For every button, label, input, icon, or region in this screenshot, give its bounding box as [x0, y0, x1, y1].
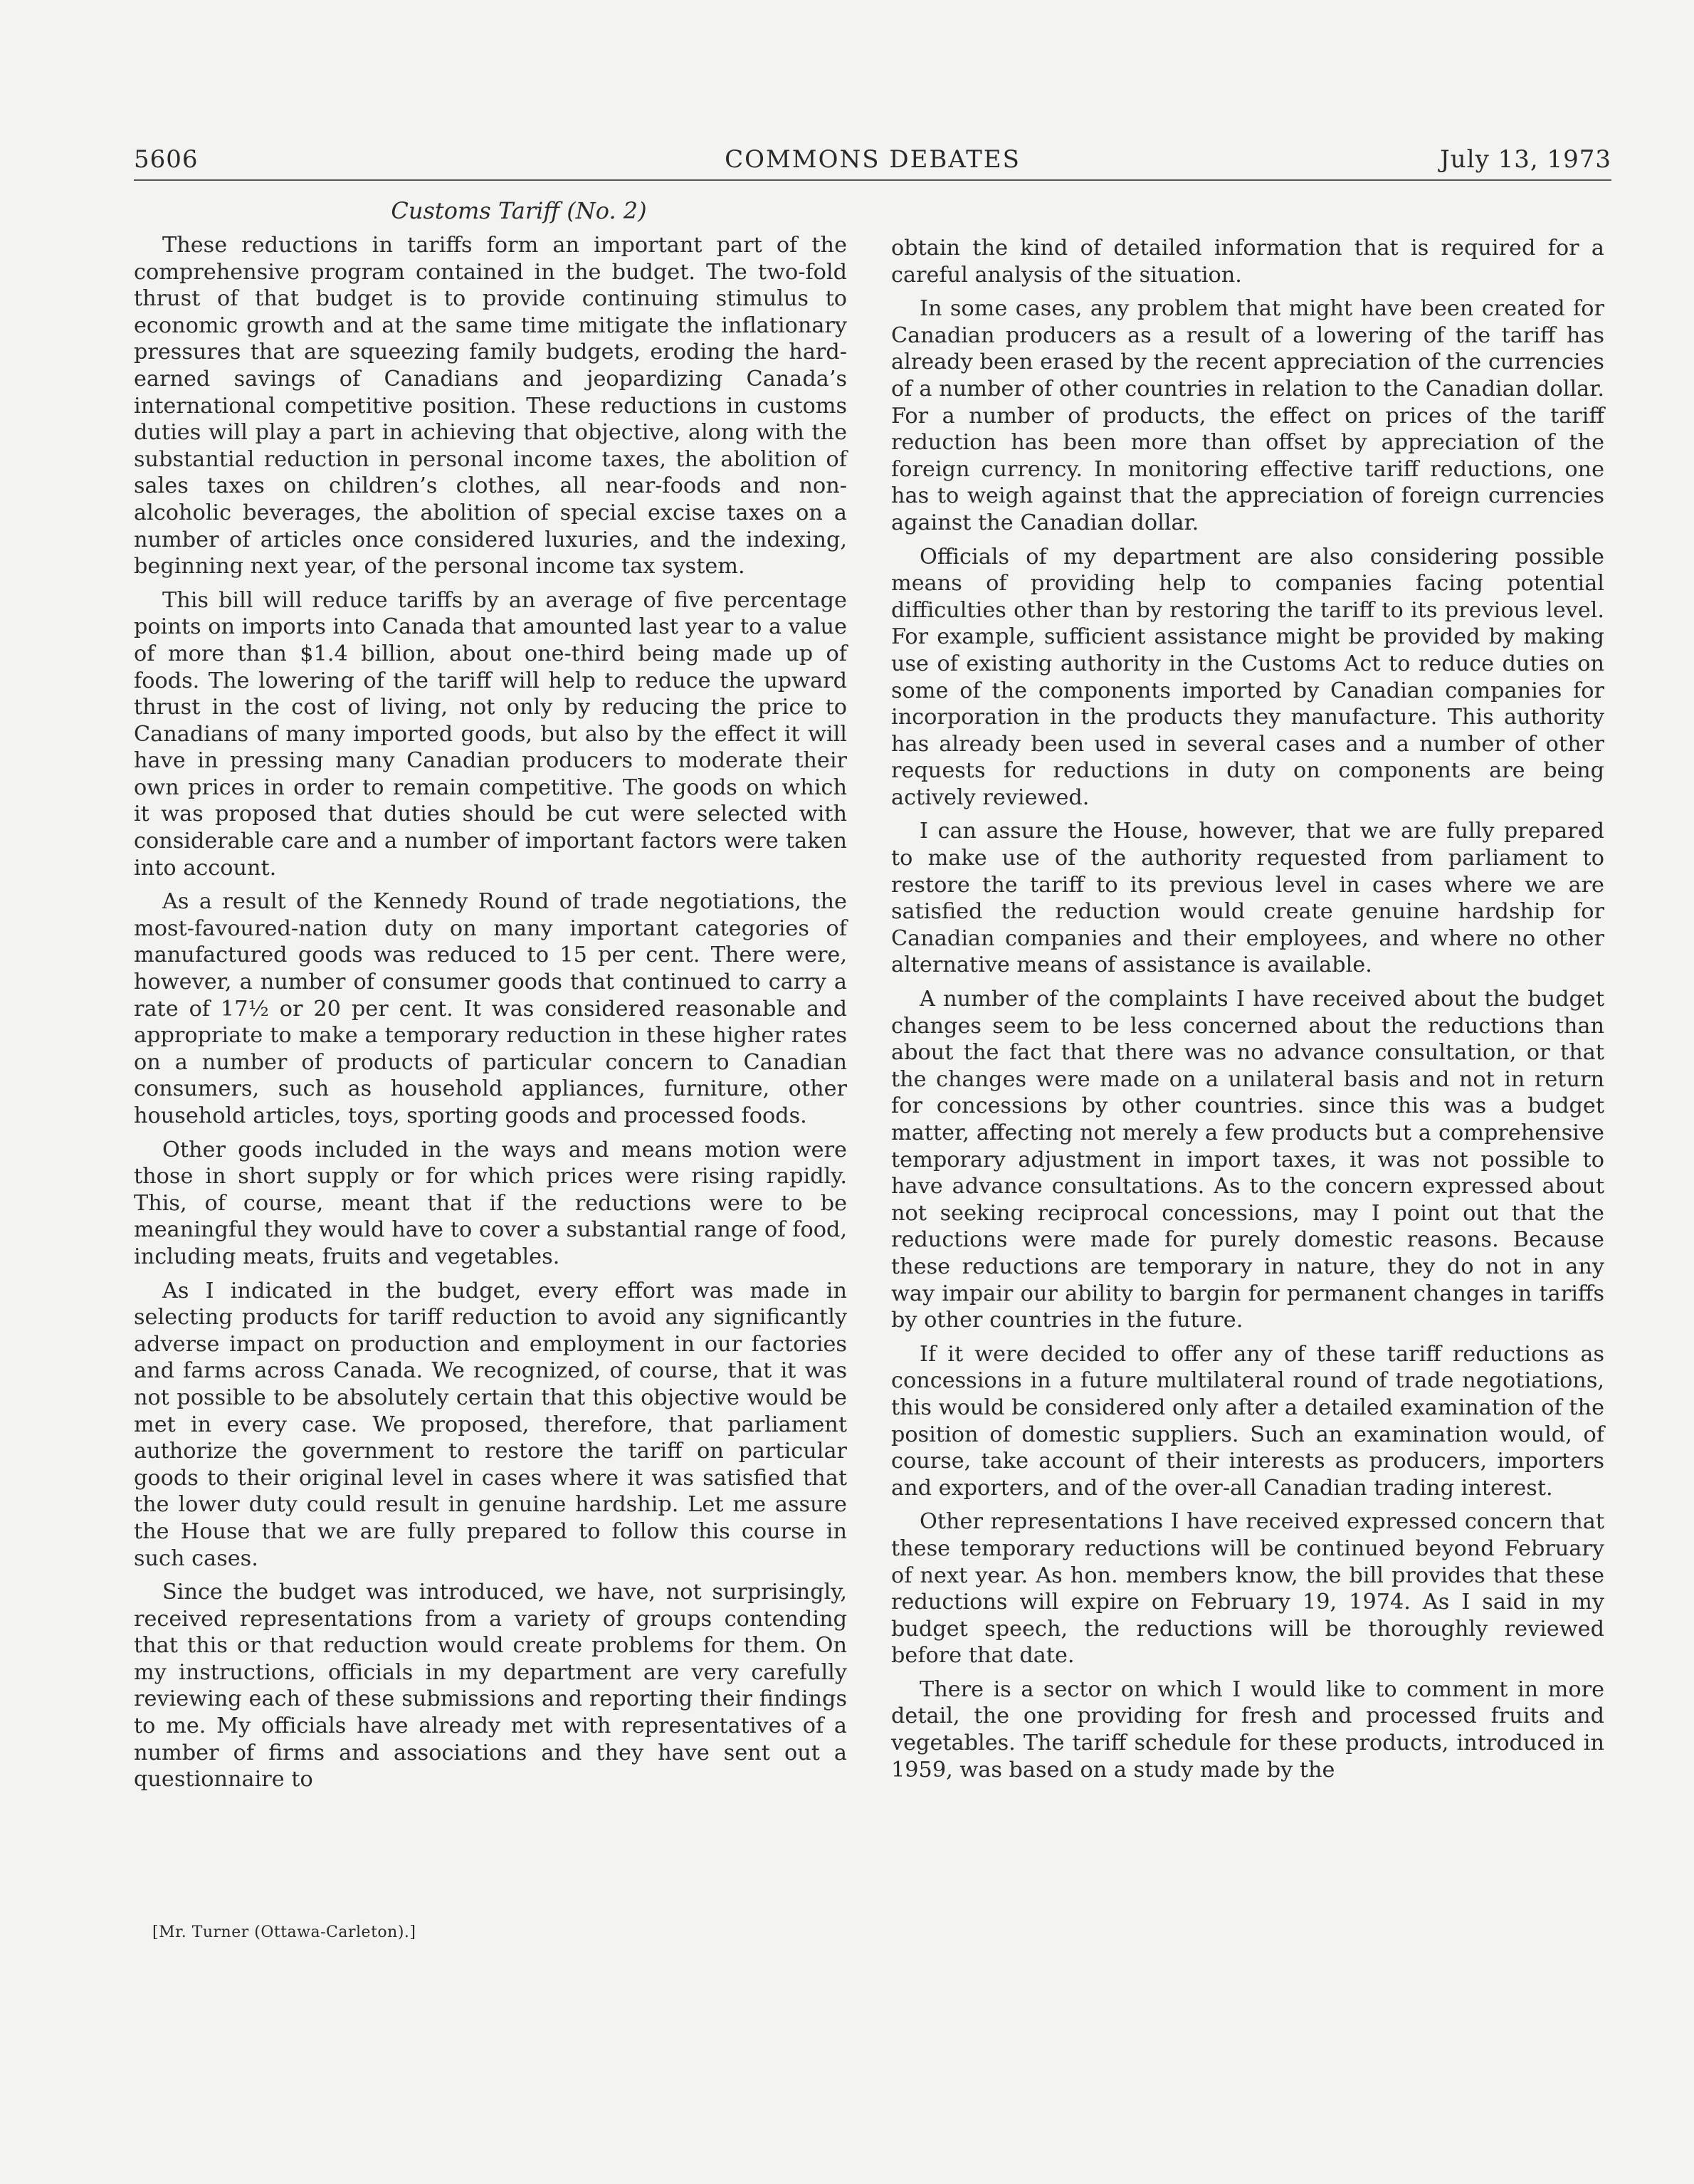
paragraph: Other representations I have received expressed concern that these temporary reductions will be continued beyond February of next year. As hon. members know, the bill provides that these reductions will expire on February 19, 1974. As I said in my budget speech, the reductions will be thoroughly reviewed before that date.	[891, 1509, 1604, 1669]
paragraph: In some cases, any problem that might have been created for Canadian producers as a result of a lowering of the tariff has already been erased by the recent appreciation of the currencies of a number of other countries in relation to the Canadian dollar. For a number of products, the effect on prices of the tariff reduction has been more than offset by appreciation of the foreign currency. In monitoring effective tariff reductions, one has to weigh against that the appreciation of foreign currencies against the Canadian dollar.	[891, 296, 1604, 535]
speaker-note: [Mr. Turner (Ottawa-Carleton).]	[152, 1923, 416, 1941]
paragraph: Other goods included in the ways and means motion were those in short supply or for which prices were rising rapidly. This, of course, meant that if the reductions were to be meaningful they would have to cover a substantial range of food, including meats, fruits and vegetables.	[134, 1137, 847, 1269]
publication-date: July 13, 1973	[1440, 145, 1611, 174]
paragraph: Officials of my department are also considering possible means of providing help to companies facing potential difficulties other than by restoring the tariff to its previous level. For example, sufficient assistance might be provided by making use of existing authority in the Customs Act to reduce duties on some of the components imported by Canadian companies for incorporation in the products they manufacture. This authority has already been used in several cases and a number of other requests for reductions in duty on components are being actively reviewed.	[891, 544, 1604, 810]
paragraph: obtain the kind of detailed information that is required for a careful analysis of the situation.	[891, 236, 1604, 288]
page-number: 5606	[134, 145, 199, 174]
paragraph: These reductions in tariffs form an important part of the comprehensive program contained in the budget. The two-fold thrust of that budget is to provide continuing stimulus to economic growth and at the same time mitigate the inflationary pressures that are squeezing family budgets, eroding the hard-earned savings of Canadians and jeopardizing Canada’s international competitive position. These reductions in customs duties will play a part in achieving that objective, along with the substantial reduction in personal income taxes, the abolition of sales taxes on children’s clothes, all near-foods and non-alcoholic beverages, the abolition of special excise taxes on a number of articles once considered luxuries, and the indexing, beginning next year, of the personal income tax system.	[134, 233, 847, 579]
publication-title: COMMONS DEBATES	[725, 145, 1021, 174]
paragraph: This bill will reduce tariffs by an average of five percentage points on imports into Canada that amounted last year to a value of more than $1.4 billion, about one-third being made up of foods. The lowering of the tariff will help to reduce the upward thrust in the cost of living, not only by reducing the price to Canadians of many imported goods, but also by the effect it will have in pressing many Canadian producers to moderate their own prices in order to remain competitive. The goods on which it was proposed that duties should be cut were selected with considerable care and a number of important factors were taken into account.	[134, 587, 847, 881]
paragraph: A number of the complaints I have received about the budget changes seem to be less concerned about the reductions than about the fact that there was no advance consultation, or that the changes were made on a unilateral basis and not in return for concessions by other countries. since this was a budget matter, affecting not merely a few products but a comprehensive temporary adjustment in import taxes, it was not possible to have advance consultations. As to the concern expressed about not seeking reciprocal concessions, may I point out that the reductions were made for purely domestic reasons. Because these reductions are temporary in nature, they do not in any way impair our ability to bargin for permanent changes in tariffs by other countries in the future.	[891, 987, 1604, 1333]
paragraph: Since the budget was introduced, we have, not surprisingly, received representations from a variety of groups contending that this or that reduction would create problems for them. On my instructions, officials in my department are very carefully reviewing each of these submissions and reporting their findings to me. My officials have already met with representatives of a number of firms and associations and they have sent out a questionnaire to	[134, 1580, 847, 1792]
paragraph: As a result of the Kennedy Round of trade negotiations, the most-favoured-nation duty on many important categories of manufactured goods was reduced to 15 per cent. There were, however, a number of consumer goods that continued to carry a rate of 17½ or 20 per cent. It was considered reasonable and appropriate to make a temporary reduction in these higher rates on a number of products of particular concern to Canadian consumers, such as household appliances, furniture, other household articles, toys, sporting goods and processed foods.	[134, 889, 847, 1128]
paragraph: I can assure the House, however, that we are fully prepared to make use of the authority requested from parliament to restore the tariff to its previous level in cases where we are satisfied the reduction would create genuine hardship for Canadian companies and their employees, and where no other alternative means of assistance is available.	[891, 819, 1604, 978]
paragraph: If it were decided to offer any of these tariff reductions as concessions in a future multilateral round of trade negotiations, this would be considered only after a detailed examination of the position of domestic suppliers. Such an examination would, of course, take account of their interests as producers, importers and exporters, and of the over-all Canadian trading interest.	[891, 1341, 1604, 1501]
section-title: Customs Tariff (No. 2)	[391, 197, 647, 224]
paragraph: As I indicated in the budget, every effort was made in selecting products for tariff reduction to avoid any significantly adverse impact on production and employment in our factories and farms across Canada. We recognized, of course, that it was not possible to be absolutely certain that this objective would be met in every case. We proposed, therefore, that parliament authorize the government to restore the tariff on particular goods to their original level in cases where it was satisfied that the lower duty could result in genuine hardship. Let me assure the House that we are fully prepared to follow this course in such cases.	[134, 1278, 847, 1571]
page-header	[134, 142, 1611, 181]
paragraph: There is a sector on which I would like to comment in more detail, the one providing for fresh and processed fruits and vegetables. The tariff schedule for these products, introduced in 1959, was based on a study made by the	[891, 1676, 1604, 1783]
right-column	[891, 235, 1604, 1790]
left-column	[134, 196, 847, 1800]
